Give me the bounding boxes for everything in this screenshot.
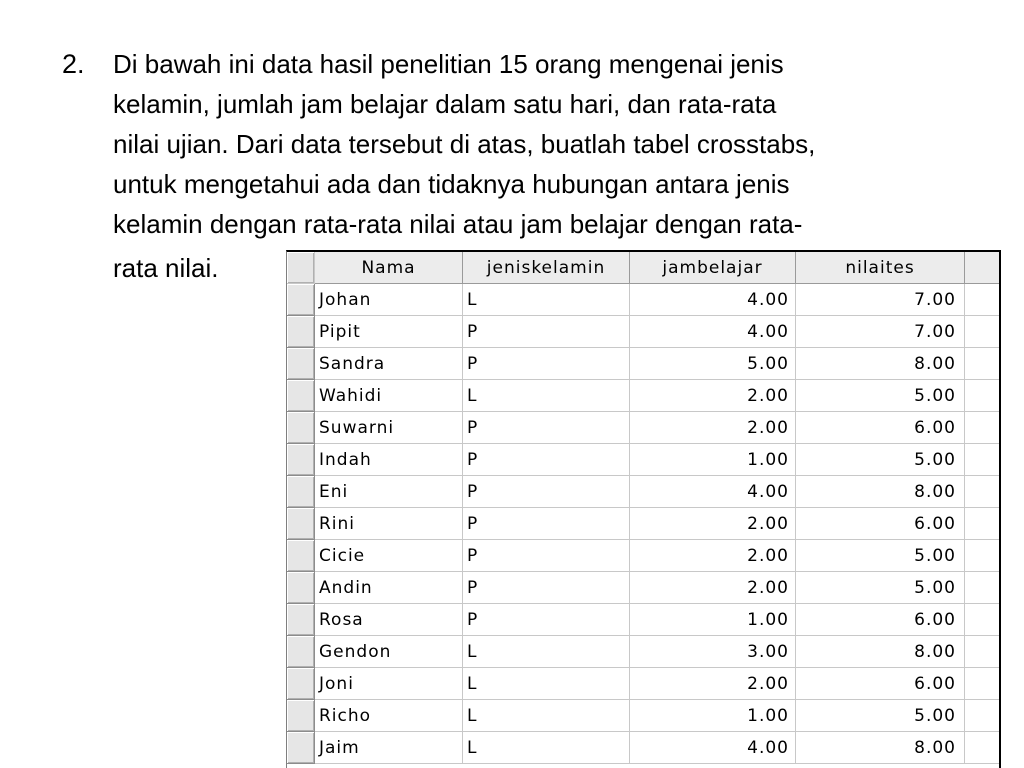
table-row[interactable] [287,668,1001,700]
cell-nilaites[interactable]: 5.00 [796,572,965,604]
question-number: 2. [62,49,85,79]
row-header[interactable] [287,380,315,412]
cell-nilaites[interactable]: 8.00 [796,636,965,668]
row-header[interactable] [287,668,315,700]
cell-jeniskelamin[interactable]: P [463,508,630,540]
cell-jambelajar[interactable]: 4.00 [630,732,796,764]
cell-nama[interactable]: Johan [315,284,463,316]
question-text-line: kelamin, jumlah jam belajar dalam satu hari, dan rata-rata [113,89,777,119]
table-row[interactable] [287,412,1001,444]
row-header[interactable] [287,572,315,604]
cell-nama[interactable]: Joni [315,668,463,700]
cell-nama[interactable]: Wahidi [315,380,463,412]
row-header[interactable] [287,508,315,540]
question-text-line: rata nilai. [113,253,219,283]
data-grid[interactable] [286,250,1001,768]
cell-empty[interactable] [965,444,1001,476]
cell-nama[interactable]: Rini [315,508,463,540]
cell-jeniskelamin[interactable]: L [463,636,630,668]
cell-empty[interactable] [965,412,1001,444]
cell-nilaites[interactable]: 5.00 [796,444,965,476]
table-row[interactable] [287,508,1001,540]
table-row[interactable] [287,476,1001,508]
column-header-empty[interactable] [965,252,1001,284]
grid-corner-header[interactable] [287,252,315,284]
cell-nama[interactable]: Richo [315,700,463,732]
row-header[interactable] [287,540,315,572]
column-header-jambelajar[interactable]: jambelajar [630,252,796,284]
cell-empty[interactable] [965,668,1001,700]
cell-jeniskelamin[interactable]: L [463,380,630,412]
question-text-line: Di bawah ini data hasil penelitian 15 orang mengenai jenis [113,49,784,79]
cell-empty[interactable] [965,284,1001,316]
row-header[interactable] [287,604,315,636]
cell-nama[interactable]: Gendon [315,636,463,668]
row-header[interactable] [287,444,315,476]
cell-jeniskelamin[interactable]: P [463,540,630,572]
cell-empty[interactable] [965,700,1001,732]
cell-jambelajar[interactable]: 2.00 [630,572,796,604]
cell-jambelajar[interactable]: 4.00 [630,476,796,508]
cell-jambelajar[interactable]: 2.00 [630,508,796,540]
cell-nilaites[interactable]: 6.00 [796,604,965,636]
cell-jeniskelamin[interactable]: P [463,348,630,380]
cell-jeniskelamin[interactable]: P [463,412,630,444]
row-header[interactable] [287,732,315,764]
cell-jambelajar[interactable]: 4.00 [630,316,796,348]
cell-nilaites[interactable]: 6.00 [796,508,965,540]
grid-header-row [287,252,1001,284]
cell-jambelajar[interactable]: 2.00 [630,412,796,444]
cell-empty[interactable] [965,380,1001,412]
cell-nilaites[interactable]: 6.00 [796,668,965,700]
cell-empty[interactable] [965,540,1001,572]
cell-nilaites[interactable]: 7.00 [796,316,965,348]
cell-nilaites[interactable]: 5.00 [796,700,965,732]
cell-jeniskelamin[interactable]: L [463,284,630,316]
row-header[interactable] [287,348,315,380]
table-row[interactable] [287,604,1001,636]
row-header[interactable] [287,284,315,316]
cell-empty[interactable] [965,732,1001,764]
cell-nilaites[interactable]: 5.00 [796,540,965,572]
cell-jambelajar[interactable]: 2.00 [630,668,796,700]
table-row[interactable] [287,316,1001,348]
cell-nilaites[interactable]: 8.00 [796,732,965,764]
cell-jambelajar[interactable]: 4.00 [630,284,796,316]
cell-empty[interactable] [965,348,1001,380]
cell-nilaites[interactable]: 8.00 [796,348,965,380]
grid-right-border [999,252,1001,768]
table-row[interactable] [287,636,1001,668]
cell-jeniskelamin[interactable]: L [463,668,630,700]
cell-jeniskelamin[interactable]: L [463,732,630,764]
table-row[interactable] [287,540,1001,572]
row-header[interactable] [287,636,315,668]
column-header-jeniskelamin[interactable]: jeniskelamin [463,252,630,284]
table-row[interactable] [287,380,1001,412]
cell-jambelajar[interactable]: 2.00 [630,380,796,412]
question-text-line: untuk mengetahui ada dan tidaknya hubungan antara jenis [113,169,790,199]
cell-nama[interactable]: Cicie [315,540,463,572]
cell-jambelajar[interactable]: 1.00 [630,700,796,732]
cell-jeniskelamin[interactable]: P [463,316,630,348]
table-row[interactable] [287,284,1001,316]
cell-jambelajar[interactable]: 3.00 [630,636,796,668]
cell-jeniskelamin[interactable]: P [463,572,630,604]
cell-empty[interactable] [965,636,1001,668]
row-header[interactable] [287,700,315,732]
table-row[interactable] [287,700,1001,732]
cell-nama[interactable]: Indah [315,444,463,476]
cell-empty[interactable] [965,508,1001,540]
cell-empty[interactable] [965,604,1001,636]
cell-nama[interactable]: Rosa [315,604,463,636]
cell-jeniskelamin[interactable]: L [463,700,630,732]
table-row[interactable] [287,732,1001,764]
question-text-line: kelamin dengan rata-rata nilai atau jam belajar dengan rata- [113,209,803,239]
cell-nilaites[interactable]: 5.00 [796,380,965,412]
column-header-nama[interactable]: Nama [315,252,463,284]
cell-nama[interactable]: Sandra [315,348,463,380]
table-row[interactable] [287,444,1001,476]
cell-nama[interactable]: Pipit [315,316,463,348]
cell-jambelajar[interactable]: 1.00 [630,444,796,476]
cell-jambelajar[interactable]: 5.00 [630,348,796,380]
row-header[interactable] [287,412,315,444]
column-header-nilaites[interactable]: nilaites [796,252,965,284]
question-text-line: nilai ujian. Dari data tersebut di atas, buatlah tabel crosstabs, [113,129,816,159]
cell-nilaites[interactable]: 6.00 [796,412,965,444]
cell-jambelajar[interactable]: 2.00 [630,540,796,572]
cell-jambelajar[interactable]: 1.00 [630,604,796,636]
row-header[interactable] [287,476,315,508]
row-header[interactable] [287,316,315,348]
cell-nama[interactable]: Eni [315,476,463,508]
cell-nama[interactable]: Suwarni [315,412,463,444]
cell-empty[interactable] [965,316,1001,348]
cell-empty[interactable] [965,476,1001,508]
cell-jeniskelamin[interactable]: P [463,476,630,508]
cell-nilaites[interactable]: 7.00 [796,284,965,316]
table-row[interactable] [287,572,1001,604]
cell-nilaites[interactable]: 8.00 [796,476,965,508]
cell-empty[interactable] [965,572,1001,604]
cell-jeniskelamin[interactable]: P [463,604,630,636]
table-row[interactable] [287,348,1001,380]
cell-nama[interactable]: Andin [315,572,463,604]
cell-jeniskelamin[interactable]: P [463,444,630,476]
cell-nama[interactable]: Jaim [315,732,463,764]
